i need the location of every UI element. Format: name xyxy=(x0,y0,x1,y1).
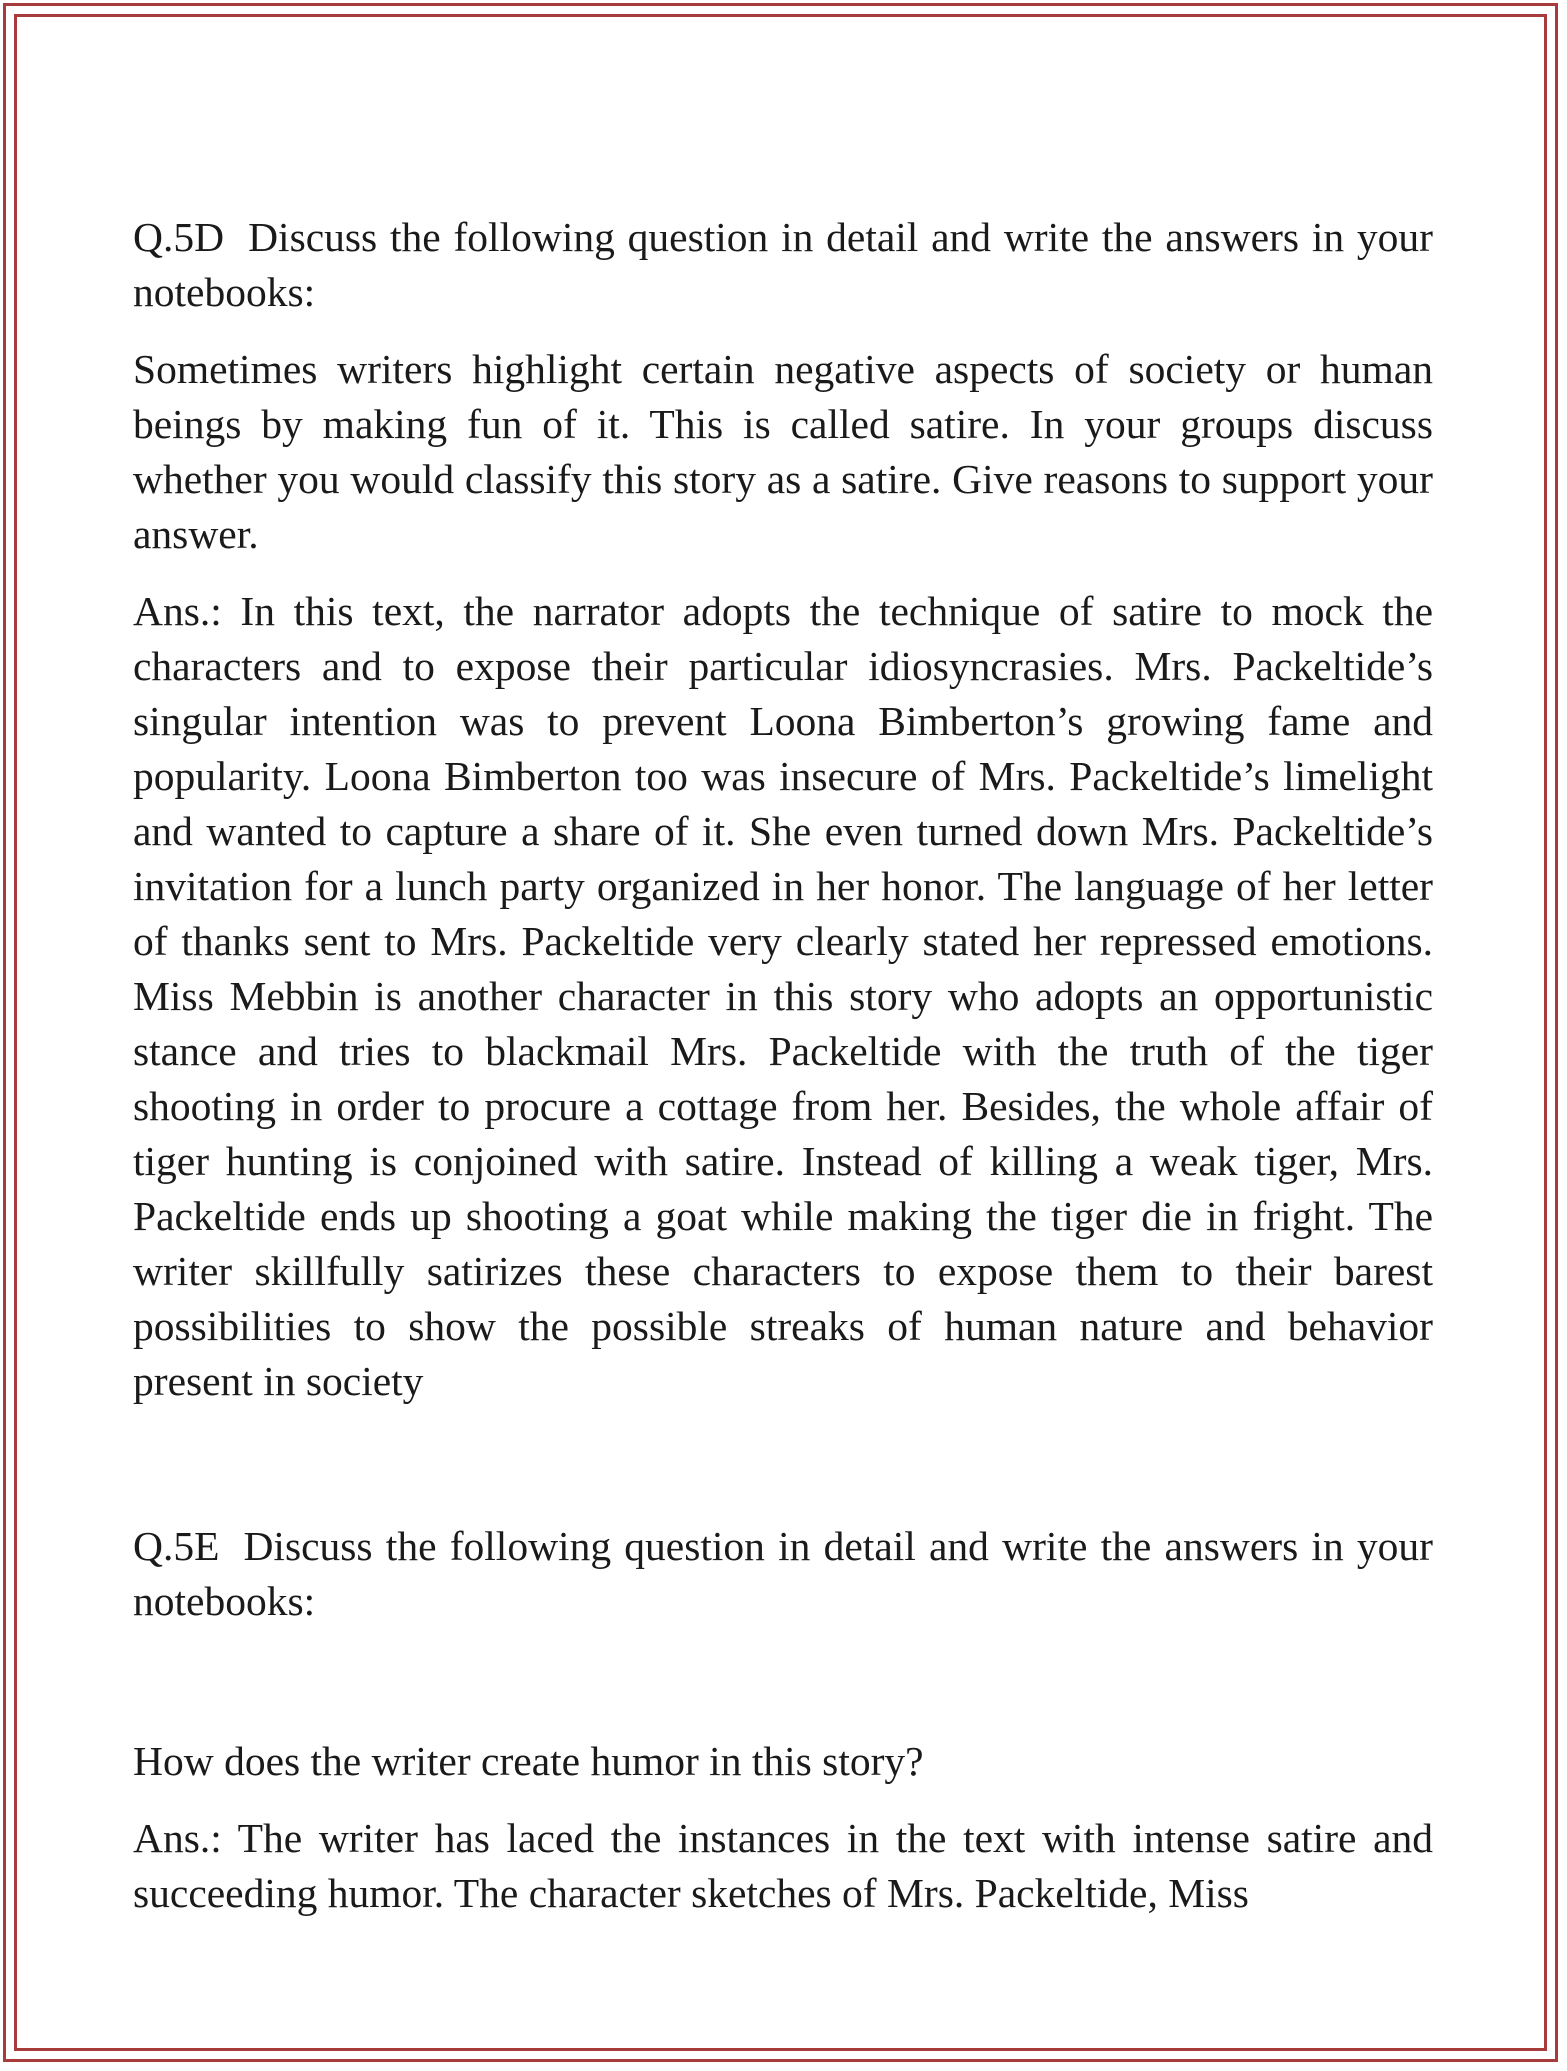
question-5d-prompt: Discuss the following question in detail and write the answers in your notebooks: xyxy=(133,214,1433,315)
question-5d-heading xyxy=(133,210,1433,320)
question-5d xyxy=(133,210,1433,1409)
question-5d-text: Sometimes writers highlight certain negative aspects of society or human beings by making fun of it. This is called satire. In your groups discuss whether you would classify this story as a satire. Give reasons to support your answer. xyxy=(133,346,1433,557)
page-content xyxy=(133,210,1433,1921)
question-5e-prompt: Discuss the following question in detail and write the answers in your notebooks: xyxy=(133,1523,1433,1624)
question-5d-number: Q.5D xyxy=(133,214,225,260)
question-5e-heading xyxy=(133,1519,1433,1629)
question-5d-answer: Ans.: In this text, the narrator adopts the technique of satire to mock the characters and to expose their particular idiosyncrasies. Mrs. Packeltide’s singular intention was to prevent Loona Bimberton’s growing fame and popularity. Loona Bimberton too was insecure of Mrs. Packeltide’s limelight and wanted to capture a share of it. She even turned down Mrs. Packeltide’s invitation for a lunch party organized in her honor. The language of her letter of thanks sent to Mrs. Packeltide very clearly stated her repressed emotions. Miss Mebbin is another character in this story who adopts an opportunistic stance and tries to blackmail Mrs. Packeltide with the truth of the tiger shooting in order to procure a cottage from her. Besides, the whole affair of tiger hunting is conjoined with satire. Instead of killing a weak tiger, Mrs. Packeltide ends up shooting a goat while making the tiger die in fright. The writer skillfully satirizes these characters to expose them to their barest possibilities to show the possible streaks of human nature and behavior present in society xyxy=(133,588,1433,1404)
question-5e-answer: Ans.: The writer has laced the instances in the text with intense satire and succeeding humor. The character sketches of Mrs. Packeltide, Miss xyxy=(133,1815,1433,1916)
question-5e xyxy=(133,1519,1433,1921)
question-5e-number: Q.5E xyxy=(133,1523,220,1569)
question-5e-text: How does the writer create humor in this story? xyxy=(133,1738,924,1784)
